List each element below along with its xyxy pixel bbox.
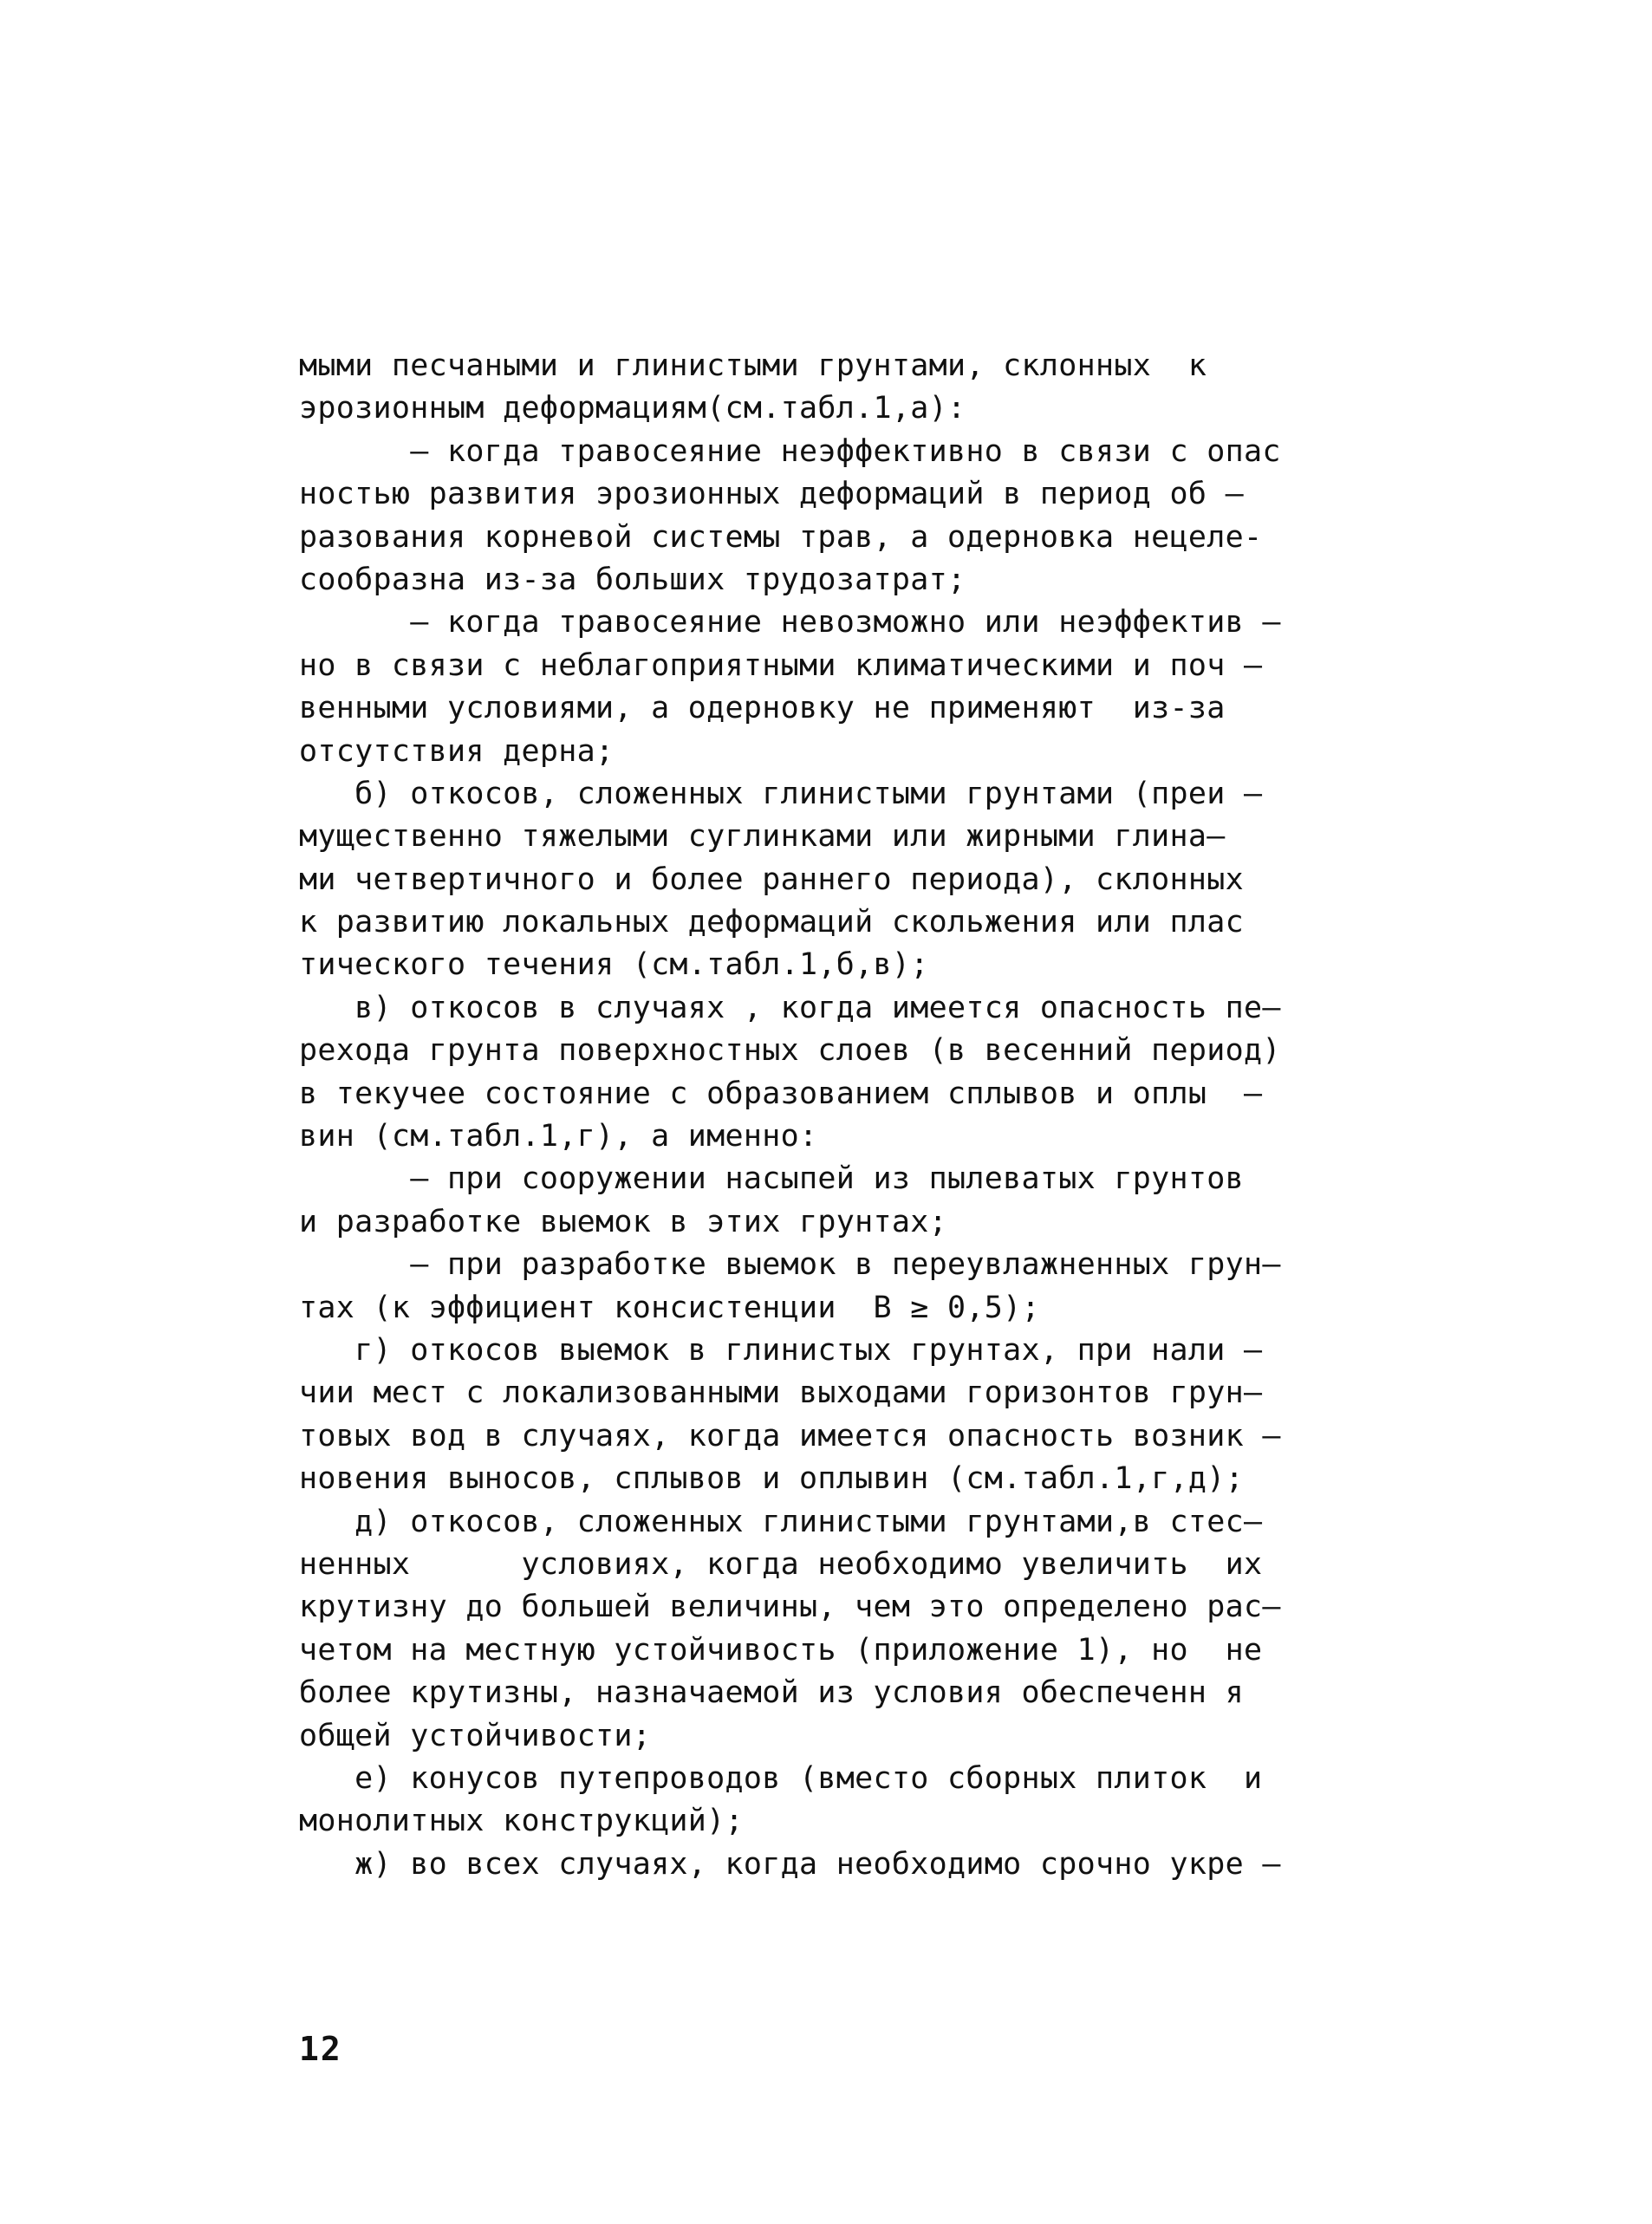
text-line: ми четвертичного и более раннего периода), склонных bbox=[299, 862, 1244, 897]
text-line: ностью развития эрозионных деформаций в период об – bbox=[299, 477, 1244, 512]
text-line: в) откосов в случаях , когда имеется опасность пе– bbox=[299, 990, 1281, 1025]
text-line: новения выносов, сплывов и оплывин (см.табл.1,г,д); bbox=[299, 1461, 1244, 1497]
text-line: – когда травосеяние невозможно или неэффектив – bbox=[299, 605, 1281, 641]
text-line: четом на местную устойчивость (приложение 1), но не bbox=[299, 1632, 1263, 1668]
text-line: отсутствия дерна; bbox=[299, 733, 615, 769]
body-text bbox=[299, 345, 1417, 1886]
text-line: в текучее состояние с образованием сплывов и оплы – bbox=[299, 1076, 1263, 1111]
text-line: д) откосов, сложенных глинистыми грунтами,в стес– bbox=[299, 1504, 1263, 1539]
text-line: тах (к эффициент консистенции B ≥ 0,5); bbox=[299, 1290, 1040, 1325]
text-line: мыми песчаными и глинистыми грунтами, склонных к bbox=[299, 348, 1207, 383]
page-number: 12 bbox=[299, 2030, 342, 2068]
text-line: крутизну до большей величины, чем это определено рас– bbox=[299, 1590, 1281, 1625]
text-line: ненных условиях, когда необходимо увеличить их bbox=[299, 1546, 1263, 1582]
text-line: рехода грунта поверхностных слоев (в весенний период) bbox=[299, 1033, 1281, 1069]
text-line: венными условиями, а одерновку не применяют из-за bbox=[299, 691, 1226, 726]
text-line: разования корневой системы трав, а одерновка нецеле- bbox=[299, 519, 1263, 555]
text-line: и разработке выемок в этих грунтах; bbox=[299, 1204, 948, 1239]
text-line: товых вод в случаях, когда имеется опасность возник – bbox=[299, 1418, 1281, 1453]
text-line: мущественно тяжелыми суглинками или жирными глина– bbox=[299, 819, 1226, 855]
text-line: г) откосов выемок в глинистых грунтах, при нали – bbox=[299, 1332, 1263, 1368]
text-line: к развитию локальных деформаций скольжения или плас bbox=[299, 905, 1244, 940]
text-line: чии мест с локализованными выходами горизонтов грун– bbox=[299, 1375, 1263, 1411]
text-line: сообразна из-за больших трудозатрат; bbox=[299, 562, 966, 597]
text-line: – при разработке выемок в переувлажненных грун– bbox=[299, 1247, 1281, 1283]
text-line: монолитных конструкций); bbox=[299, 1804, 744, 1839]
text-line: вин (см.табл.1,г), а именно: bbox=[299, 1119, 818, 1154]
text-line: более крутизны, назначаемой из условия обеспеченн я bbox=[299, 1675, 1244, 1711]
text-line: е) конусов путепроводов (вместо сборных плиток и bbox=[299, 1760, 1263, 1796]
text-line: ж) во всех случаях, когда необходимо срочно укре – bbox=[299, 1846, 1281, 1882]
text-line: – при сооружении насыпей из пылеватых грунтов bbox=[299, 1161, 1244, 1197]
text-line: общей устойчивости; bbox=[299, 1718, 652, 1753]
text-line: – когда травосеяние неэффективно в связи с опас bbox=[299, 433, 1281, 469]
text-line: б) откосов, сложенных глинистыми грунтами (преи – bbox=[299, 776, 1263, 811]
text-line: тического течения (см.табл.1,б,в); bbox=[299, 947, 929, 983]
text-line: но в связи с неблагоприятными климатическими и поч – bbox=[299, 647, 1263, 683]
text-line: эрозионным деформациям(см.табл.1,а): bbox=[299, 391, 966, 426]
